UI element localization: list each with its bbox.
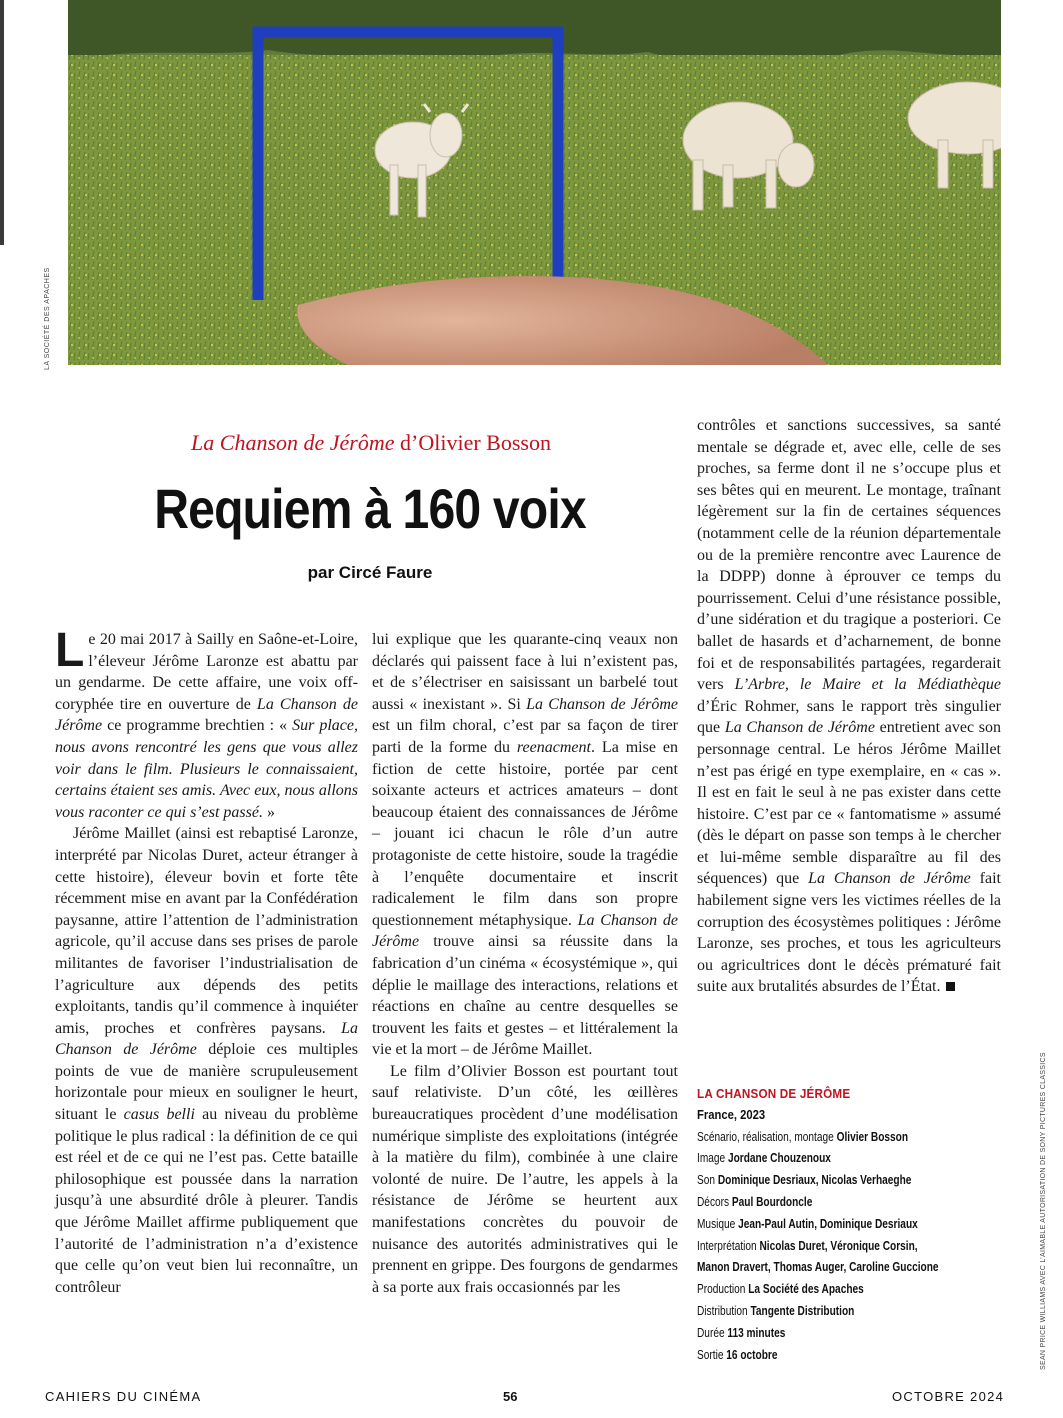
- credit-value: Dominique Desriaux, Nicolas Verhaeghe: [717, 1173, 912, 1188]
- credit-label: Sortie: [697, 1347, 727, 1362]
- side-photo-credit: SEAN PRICE WILLIAMS AVEC L’AIMABLE AUTORISATION DE SONY PICTURES CLASSICS: [1040, 1052, 1047, 1370]
- credit-value: 113 minutes: [727, 1325, 786, 1340]
- credit-row: [697, 1192, 944, 1214]
- credit-label: Son: [697, 1173, 718, 1188]
- credit-label: Production: [697, 1282, 749, 1297]
- credit-value: Jean-Paul Autin, Dominique Desriaux: [738, 1216, 918, 1231]
- header-photo: [68, 0, 1001, 365]
- article-kicker: [130, 430, 612, 456]
- film-title: La Chanson de Jérôme: [191, 430, 395, 455]
- credit-row: [697, 1170, 944, 1192]
- credit-row: [697, 1148, 944, 1170]
- paragraph-text: contrôles et sanctions successives, sa santé mentale se dégrade et, avec elle, celle de ses proches, sa ferme dont il ne s’occupe plus et ses bêtes qui en meurent. Le montage, traînant légèrement sur la fin de certaines séquences (notamment celle de la réunion départementale ou de la première rencontre avec Laurence de la DDPP) donne à éprouver ce temps du pourrissement. Celui d’une résistance possible, d’une sidération et du tragique a posteriori. Ce ballet de hasards et d’acharnement, de bonne foi et de responsabilités partagées, regarderait vers L’Arbre, le Maire et la Médiathèque d’Éric Rohmer, sans le rapport très singulier que La Chanson de Jérôme entretient avec son personnage central. Le héros Jérôme Maillet n’est pas érigé en type exemplaire, en « cas ». Il est en fait le seul à ne pas exister dans cette histoire. C’est par ce « fantomatisme » assumé (dès le départ on passe son temps à le chercher et lui-même semble disparaître au fil des séquences) que La Chanson de Jérôme fait habilement signe vers les victimes réelles de la corruption des écosystèmes politiques : Jérôme Laronze, ses proches, et tous les agriculteurs ou agricultrices dont le décès prématuré fait suite aux brutalités absurdes de l’État.: [697, 417, 1002, 996]
- credit-value: Manon Dravert, Thomas Auger, Caroline Guccione: [697, 1260, 939, 1275]
- credit-row: [697, 1345, 944, 1367]
- credit-row: [697, 1279, 944, 1301]
- article-headline: Requiem à 160 voix: [154, 477, 586, 540]
- credit-value: 16 octobre: [726, 1347, 778, 1362]
- credit-label: Image: [697, 1151, 728, 1166]
- credit-value: La Société des Apaches: [748, 1282, 864, 1297]
- footer-issue-date: OCTOBRE 2024: [892, 1389, 1005, 1404]
- credits-list: [697, 1127, 972, 1367]
- drop-cap: L: [55, 624, 85, 677]
- paragraph: [697, 415, 1001, 998]
- credit-value: Olivier Bosson: [836, 1129, 909, 1144]
- credit-row: [697, 1301, 944, 1323]
- credit-label: Interprétation: [697, 1238, 760, 1253]
- credit-value: Tangente Distribution: [750, 1303, 855, 1318]
- article-column-2: [372, 629, 678, 1298]
- credit-value: Nicolas Duret, Véronique Corsin,: [759, 1238, 918, 1253]
- paragraph: Jérôme Maillet (ainsi est rebaptisé Laronze, interprété par Nicolas Duret, acteur étranger à cette histoire), éleveur bovin et forte tête récemment mise en avant par la Confédération paysanne, attire l’attention de l’administration agricole, qu’il accuse dans ses prises de parole militantes de favoriser l’industrialisation de l’agriculture aux dépends des petits exploitants, tandis qu’il commence à inquiéter amis, proches et confrères paysans. La Chanson de Jérôme déploie ces multiples points de vue de manière scrupuleusement horizontale pour mieux en souligner le heurt, situant le casus belli au niveau du problème politique le plus radical : la définition de ce qui est réel et de ce qui ne l’est pas. Cette bataille philosophique est poussée dans la narration jusqu’à une absurdité drôle à pleurer. Tandis que Jérôme Maillet affirme publiquement que l’autorité de l’administration n’a d’existence que celle qu’on veut bien lui reconnaître, un contrôleur: [55, 825, 359, 1296]
- film-credits: [697, 1083, 1002, 1366]
- article-column-3: [697, 415, 1001, 998]
- paragraph: Le film d’Olivier Bosson est pourtant tout sauf relativiste. D’un côté, les œillères bureaucratiques procèdent d’une modélisation numérique simpliste des exploitations (intégrée à la matière du film), combinée à une claire volonté de nuire. De l’autre, les appels à la résistance de Jérôme se heurtent aux manifestations concrètes du pouvoir de nuisance des autorités administratives qui le prennent en grippe. Des fourgons de gendarmes à sa porte aux frais occasionnés par les: [372, 1062, 678, 1296]
- page-number: 56: [503, 1389, 518, 1404]
- credit-label: Décors: [697, 1194, 732, 1209]
- paragraph: lui explique que les quarante-cinq veaux non déclarés qui paissent face à lui n’existent pas, et de s’électriser en saisissant un barbelé tout aussi « inexistant ». Si La Chanson de Jérôme est un film choral, c’est par sa façon de tirer parti de la forme du reenacment. La mise en fiction de cette histoire, portée par cent soixante acteurs et actrices amateurs – dont beaucoup étaient des connaissances de Jérôme – jouant ici chacun le rôle d’un autre protagoniste de cette histoire, soude la tragédie à l’enquête documentaire et inscrit radicalement le film dans son propre questionnement métaphysique. La Chanson de Jérôme trouve ainsi sa réussite dans la fabrication d’un cinéma « écosystémique », qui déplie le maillage des interactions, relations et réactions en chaîne au centre desquelles se trouvent les faits et gestes – et littéralement la vie et la mort – de Jérôme Maillet.: [372, 631, 679, 1059]
- credit-row: [697, 1214, 944, 1236]
- credit-row: [697, 1323, 944, 1345]
- field-cows-image: [68, 0, 1001, 365]
- page-edge-bar: [0, 0, 4, 245]
- credits-title: LA CHANSON DE JÉRÔME: [697, 1086, 851, 1101]
- credit-row: [697, 1257, 944, 1279]
- credit-label: Distribution: [697, 1303, 751, 1318]
- end-mark-icon: [946, 982, 955, 991]
- article-column-1: [55, 624, 359, 1298]
- credits-country-year: France, 2023: [697, 1107, 766, 1122]
- credit-label: Durée: [697, 1325, 728, 1340]
- credit-value: Paul Bourdoncle: [731, 1194, 813, 1209]
- credit-label: Musique: [697, 1216, 739, 1231]
- footer-magazine-name: CAHIERS DU CINÉMA: [45, 1389, 202, 1404]
- credit-label: Scénario, réalisation, montage: [697, 1129, 837, 1144]
- paragraph: e 20 mai 2017 à Sailly en Saône-et-Loire, l’éleveur Jérôme Laronze est abattu par un gendarme. De cette affaire, une voix off-coryphée tire en ouverture de La Chanson de Jérôme ce programme brechtien : « Sur place, nous avons rencontré les gens que vous allez voir dans le film. Plusieurs le connaissaient, certains étaient ses amis. Avec eux, nous allons vous raconter ce qui s’est passé. »: [55, 631, 358, 821]
- kicker-director: d’Olivier Bosson: [394, 430, 551, 455]
- credit-row: [697, 1236, 944, 1258]
- article-byline: par Circé Faure: [307, 563, 433, 582]
- credit-value: Jordane Chouzenoux: [727, 1151, 831, 1166]
- credit-row: [697, 1127, 944, 1149]
- photo-credit: LA SOCIÉTÉ DES APACHES: [44, 267, 51, 370]
